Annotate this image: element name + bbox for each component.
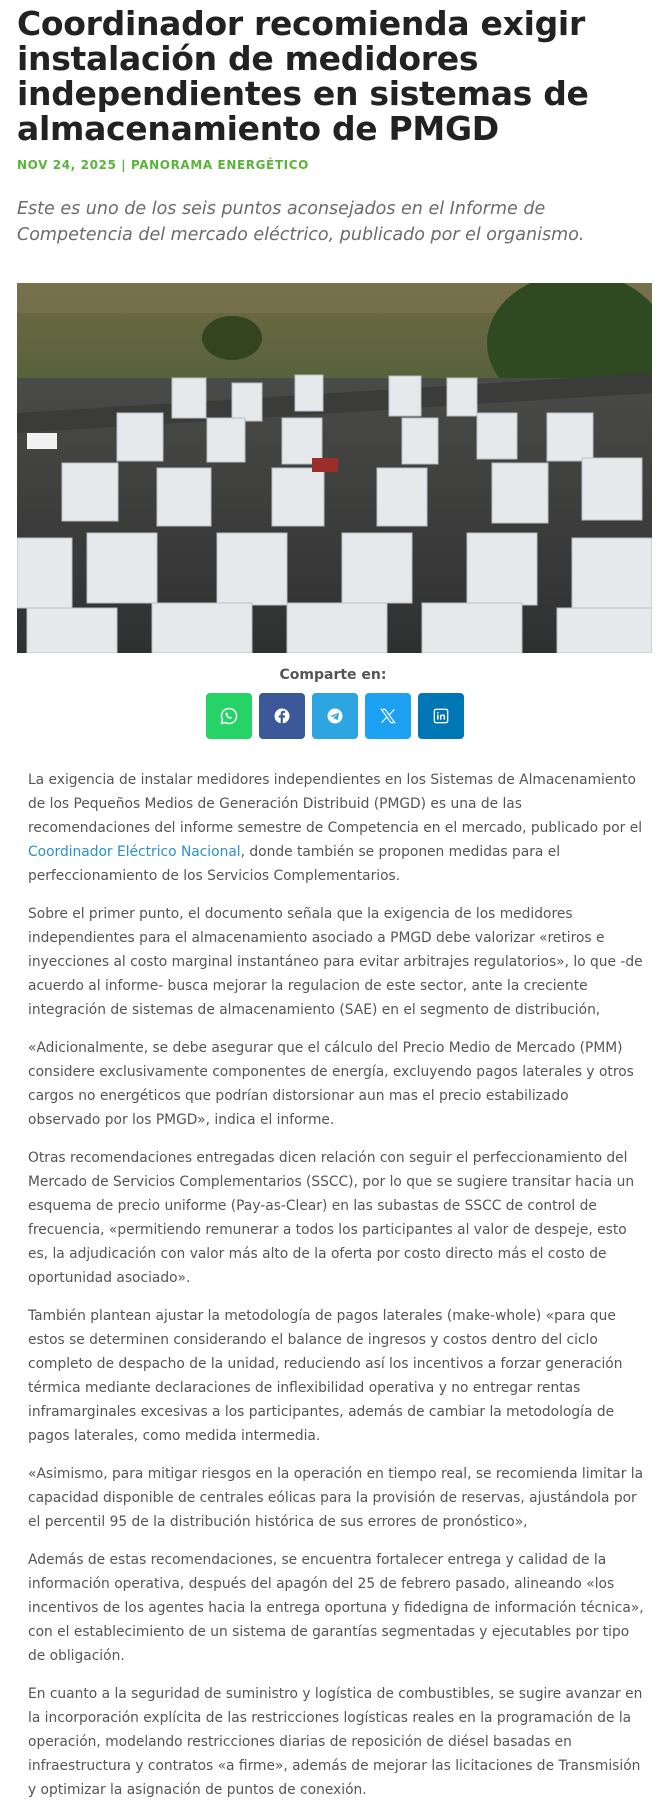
telegram-icon [325, 706, 345, 726]
whatsapp-icon [219, 706, 239, 726]
paragraph-text: La exigencia de instalar medidores independientes en los Sistemas de Almacenamiento de los Pequeños Medios de Generación Distribuid (PMGD) es una de las recomendaciones del informe semestre de Competencia en el mercado, publicado por el [28, 772, 643, 836]
body-paragraph: «Asimismo, para mitigar riesgos en la operación en tiempo real, se recomienda limitar la capacidad disponible de centrales eólicas para la provisión de reservas, ajustándola por el percentil 95 de la distribución histórica de sus errores de pronóstico», [28, 1466, 644, 1530]
paragraph-text: , donde también se proponen medidas para el perfeccionamiento de los Servicios Complementarios. [28, 844, 561, 884]
battery-storage-photo-illustration [17, 283, 652, 653]
share-telegram-button[interactable] [312, 693, 358, 739]
facebook-icon [272, 706, 292, 726]
body-paragraph: En cuanto a la seguridad de suministro y logística de combustibles, se sugire avanzar en la incorporación explícita de las restricciones logísticas reales en la programación de la operación, modelando restricciones diarias de reposición de diésel basadas en infraestructura y contratos «a firme», además de mejorar las licitaciones de Transmisión y optimizar la asignación de puntos de conexión. [28, 1686, 643, 1798]
body-paragraph: Además de estas recomendaciones, se encuentra fortalecer entrega y calidad de la información operativa, después del apagón del 25 de febrero pasado, alineando «los incentivos de los agentes hacia la entrega oportuna y fidedigna de información técnica», con el establecimiento de un sistema de garantías segmentadas y ejecutables por tipo de obligación. [28, 1552, 644, 1664]
share-x-button[interactable] [365, 693, 411, 739]
body-paragraph: También plantean ajustar la metodología de pagos laterales (make-whole) «para que estos se determinen considerando el balance de ingresos y costos dentro del ciclo completo de despacho de la unidad, reduciendo así los incentivos a forzar generación térmica mediante declaraciones de inflexibilidad operativa y no entregar rentas inframarginales excesivas a los participantes, además de cambiar la metodología de pagos laterales, como medida intermedia. [28, 1308, 623, 1444]
share-label: Comparte en: [279, 667, 387, 683]
body-paragraph: «Adicionalmente, se debe asegurar que el cálculo del Precio Medio de Mercado (PMM) considere exclusivamente componentes de energía, excluyendo pagos laterales y otros cargos no energéticos que podrían distorsionar aun mas el precio estabilizado observado por los PMGD», indica el informe. [28, 1040, 634, 1128]
article-category-link[interactable]: PANORAMA ENERGÉTICO [130, 158, 309, 172]
linkedin-icon [431, 706, 451, 726]
body-paragraph: Otras recomendaciones entregadas dicen relación con seguir el perfeccionamiento del Mercado de Servicios Complementarios (SSCC), por lo que se sugiere transitar hacia un esquema de precio uniforme (Pay-as-Clear) en las subastas de SSCC de control de frecuencia, «permitiendo remunerar a todos los participantes al valor de despeje, esto es, la adjudicación con valor más alto de la oferta por costo directo más el costo de oportunidad asociado». [28, 1150, 635, 1286]
share-buttons [206, 693, 464, 739]
article-title: Coordinador recomienda exigir instalación de medidores independientes en sistemas de almacenamiento de PMGD [17, 4, 589, 148]
article-body [28, 768, 644, 1816]
body-paragraph: Sobre el primer punto, el documento señala que la exigencia de los medidores independientes para el almacenamiento asociado a PMGD debe valorizar «retiros e inyecciones al costo marginal instantáneo para evitar arbitrajes regulatorios», lo que -de acuerdo al informe- busca mejorar la regulacion de este sector, ante la creciente integración de sistemas de almacenamiento (SAE) en el segmento de distribución, [28, 906, 643, 1018]
article-meta [17, 158, 309, 172]
coordinador-link[interactable]: Coordinador Eléctrico Nacional [28, 844, 241, 860]
body-paragraph [28, 768, 644, 888]
share-facebook-button[interactable] [259, 693, 305, 739]
share-linkedin-button[interactable] [418, 693, 464, 739]
hero-image [17, 283, 652, 653]
article-subtitle: Este es uno de los seis puntos aconsejados en el Informe de Competencia del mercado eléctrico, publicado por el organismo. [17, 199, 585, 245]
article-date: NOV 24, 2025 [17, 158, 117, 172]
meta-separator: | [116, 158, 131, 172]
share-whatsapp-button[interactable] [206, 693, 252, 739]
x-icon [378, 706, 398, 726]
